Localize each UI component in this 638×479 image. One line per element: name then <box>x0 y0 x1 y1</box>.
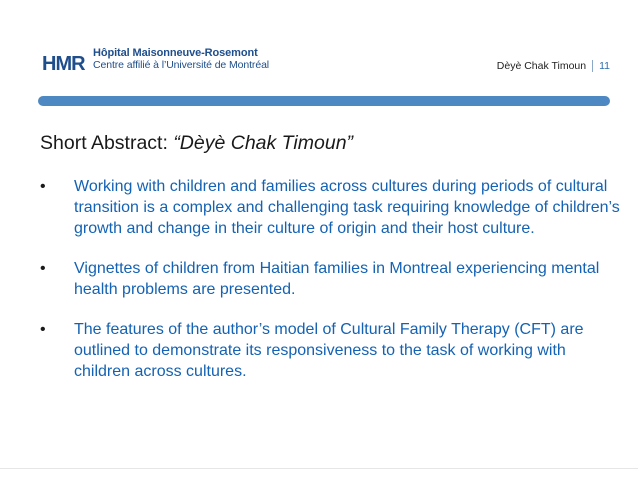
bullet-text: Vignettes of children from Haitian families in Montreal experiencing mental health problems are presented. <box>74 260 600 298</box>
title-italic: “Dèyè Chak Timoun” <box>173 132 354 154</box>
hospital-name: Hôpital Maisonneuve-Rosemont <box>93 47 258 59</box>
bullet-item <box>40 258 620 300</box>
bullet-list <box>40 176 620 401</box>
page-separator <box>592 60 593 72</box>
footer-line <box>0 468 638 469</box>
logo-mark-text: HMR <box>42 53 85 75</box>
page-number: 11 <box>599 60 610 72</box>
bullet-item <box>40 176 620 239</box>
logo-text <box>93 48 269 71</box>
bullet-mark: • <box>40 178 46 195</box>
hospital-affiliation: Centre affilié à l’Université de Montréal <box>93 58 270 71</box>
running-title: Dèyè Chak Timoun <box>496 60 587 72</box>
bullet-mark: • <box>40 260 46 277</box>
running-header <box>497 60 610 72</box>
bullet-text: The features of the author’s model of Cultural Family Therapy (CFT) are outlined to demonstrate its responsiveness to the task of working with children across cultures. <box>74 321 584 380</box>
bullet-item <box>40 319 620 382</box>
slide-title <box>40 132 353 155</box>
hospital-logo <box>41 48 269 78</box>
bullet-mark: • <box>40 321 46 338</box>
title-prefix: Short Abstract: <box>40 132 174 154</box>
header-bar <box>38 96 610 106</box>
hmr-logo-mark <box>41 48 91 76</box>
bullet-text: Working with children and families across cultures during periods of cultural transition is a complex and challenging task requiring knowledge of children’s growth and change in their culture of origin and their host culture. <box>74 178 620 237</box>
hmr-logo-icon <box>41 48 91 76</box>
